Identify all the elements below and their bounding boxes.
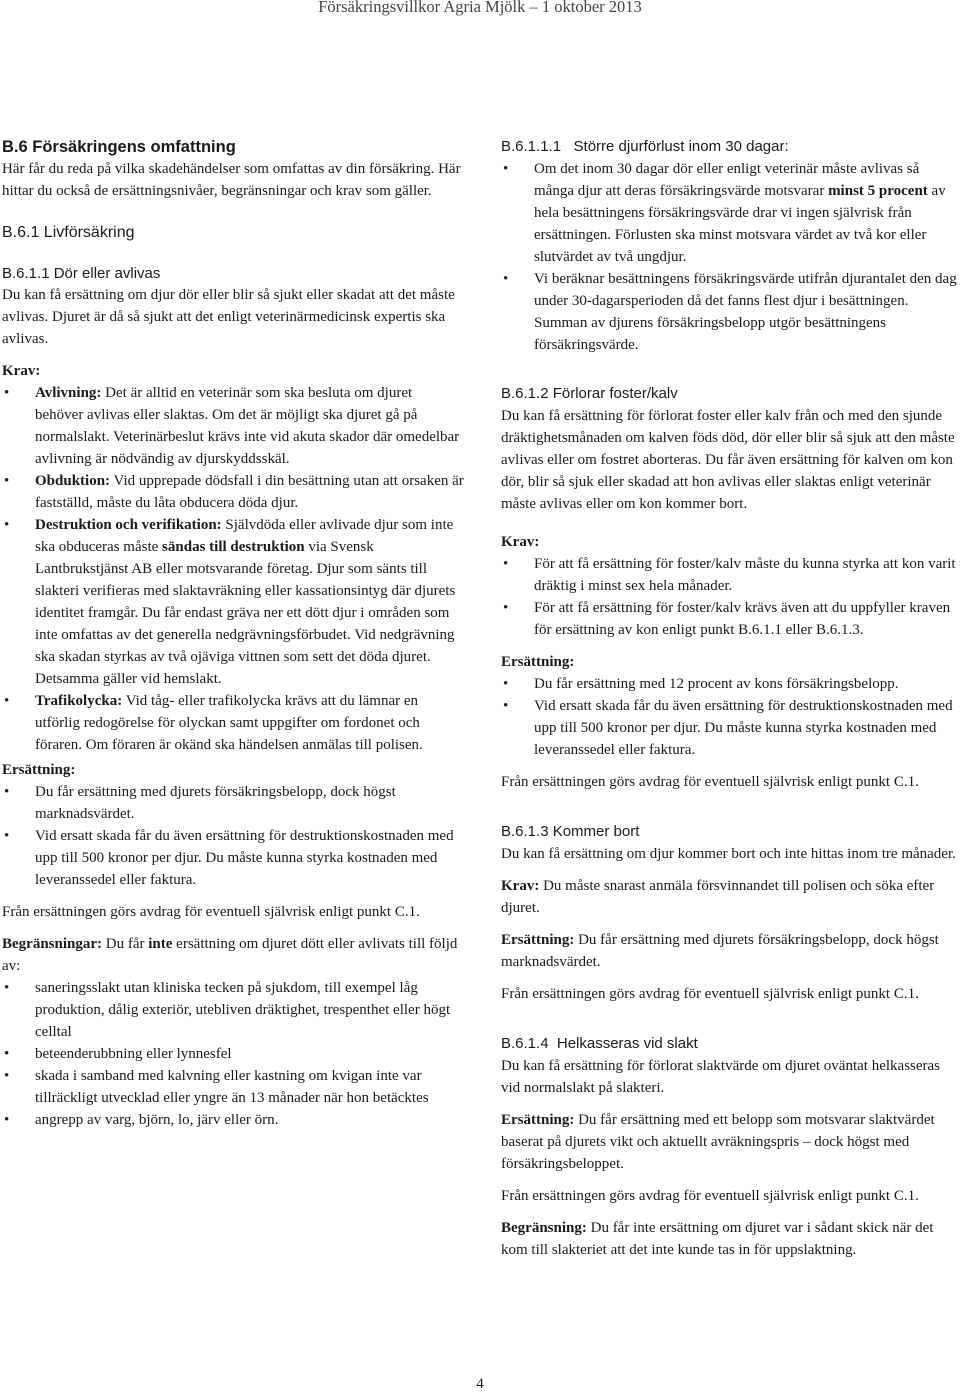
list-item: • Vid ersatt skada får du även ersättning för destruktionskostnaden med upp till 500 kronor per djur. Du måste kunna styrka kostnaden med leveranssedel eller faktura. <box>501 695 960 761</box>
s1-list <box>501 158 960 356</box>
list-item: • För att få ersättning för foster/kalv krävs även att du uppfyller kraven för ersättning av kon enligt punkt B.6.1.1 eller B.6.1.3. <box>501 597 960 641</box>
item-text: Du kan få ersättning om djur dör eller blir så sjukt eller skadat att det måste avlivas. Djuret är då så sjukt att det enligt veterinärmedicinsk expertis ska avlivas. <box>2 287 455 347</box>
s2-text: Du kan få ersättning för förlorat foster eller kalv från och med den sjunde dräktighetsmånaden om kalven föds död, dör eller blir så sjuk att den måste avlivas eller om fostret aborteras. Du får även ersättning för kalven om kon dör, blir så sjuk eller skadad att hon avlivas eller slaktas enligt veterinär måste avlivas eller om kon kommer bort. <box>501 408 955 512</box>
list-item: • Om det inom 30 dagar dör eller enligt veterinär måste avlivas så många djur att deras försäkringsvärde motsvarar minst 5 procent av hela besättningens försäkringsvärde drar vi ingen självrisk från ersättningen. Förlusten ska minst motsvara värdet av två kor eller slutvärdet av två ungdjur. <box>501 158 960 268</box>
subsection-title: B.6.1 Livförsäkring <box>2 224 135 241</box>
list-item: • saneringsslakt utan kliniska tecken på sjukdom, till exempel låg produktion, dålig exteriör, utebliven dräktighet, trespenthet eller högt celltal <box>2 977 464 1043</box>
right-column <box>501 136 960 1261</box>
section-title-b613: B.6.1.3 Kommer bort <box>501 823 640 840</box>
section-title-b612: B.6.1.2 Förlorar foster/kalv <box>501 385 678 402</box>
begransningar-text: Begränsningar: Du får inte ersättning om djuret dött eller avlivats till följd av: <box>2 936 458 974</box>
avdrag-text: Från ersättningen görs avdrag för eventuell självrisk enligt punkt C.1. <box>2 904 420 920</box>
section-title-b614: B.6.1.4 Helkasseras vid slakt <box>501 1035 698 1052</box>
left-column <box>2 136 464 1131</box>
s4-begransning: Begränsning: Du får inte ersättning om djuret var i sådant skick när det kom till slakteriet att det inte kunde tas in för uppslaktning. <box>501 1220 934 1258</box>
list-item: • För att få ersättning för foster/kalv måste du kunna styrka att kon varit dräktig i minst sex hela månader. <box>501 553 960 597</box>
s2-ersattning-list <box>501 673 960 761</box>
list-item: • Destruktion och verifikation: Självdöda eller avlivade djur som inte ska obduceras måste sändas till destruktion via Svensk Lantbrukstjänst AB eller motsvarande företag. Djur som sänts till slakteri verifieras med slaktavräkning eller kassationsintyg där djurets identitet framgår. Du får endast gräva ner ett dött djur i områden som inte omfattas av det generella nedgrävningsförbudet. Vid nedgrävning ska skadan styrkas av två ojäviga vittnen som sett det döda djuret. Detsamma gäller vid hemslakt. <box>2 514 464 690</box>
list-item: • Vi beräknar besättningens försäkringsvärde utifrån djurantalet den dag under 30-dagarsperioden då det fanns flest djur i besättningen. Summan av djurens försäkringsbelopp utgör besättningens försäkringsvärde. <box>501 268 960 356</box>
list-item: • Du får ersättning med 12 procent av kons försäkringsbelopp. <box>501 673 960 695</box>
section-title-b61111: B.6.1.1.1 Större djurförlust inom 30 dagar: <box>501 138 789 155</box>
krav-label: Krav: <box>2 363 41 379</box>
krav-list <box>2 382 464 756</box>
page-number: 4 <box>476 1376 484 1392</box>
list-item: • Vid ersatt skada får du även ersättning för destruktionskostnaden med upp till 500 kronor per djur. Du måste kunna styrka kostnaden med leveranssedel eller faktura. <box>2 825 464 891</box>
s3-text: Du kan få ersättning om djur kommer bort och inte hittas inom tre månader. <box>501 846 956 862</box>
s3-krav: Krav: Du måste snarast anmäla försvinnandet till polisen och söka efter djuret. <box>501 878 935 916</box>
page-header-bar <box>0 0 960 20</box>
begransningar-list <box>2 977 464 1131</box>
list-item: • Obduktion: Vid upprepade dödsfall i din besättning utan att orsaken är fastställd, måste du låta obducera döda djur. <box>2 470 464 514</box>
s2-avdrag: Från ersättningen görs avdrag för eventuell självrisk enligt punkt C.1. <box>501 774 919 790</box>
list-item: • Trafikolycka: Vid tåg- eller trafikolycka krävs att du lämnar en utförlig redogörelse för olyckan samt uppgifter om fordonet och föraren. Om föraren är okänd ska händelsen anmälas till polisen. <box>2 690 464 756</box>
ersattning-list <box>2 781 464 891</box>
list-item: • Avlivning: Det är alltid en veterinär som ska besluta om djuret behöver avlivas eller slaktas. Om det är möjligt ska djuret gå på normalslakt. Veterinärbeslut krävs inte vid akuta skador där omedelbar avlivning är nödvändig av djurskyddsskäl. <box>2 382 464 470</box>
list-item: • angrepp av varg, björn, lo, järv eller örn. <box>2 1109 464 1131</box>
s3-avdrag: Från ersättningen görs avdrag för eventuell självrisk enligt punkt C.1. <box>501 986 919 1002</box>
s4-avdrag: Från ersättningen görs avdrag för eventuell självrisk enligt punkt C.1. <box>501 1188 919 1204</box>
s4-text: Du kan få ersättning för förlorat slaktvärde om djuret oväntat helkasseras vid normalslakt på slakteri. <box>501 1058 941 1096</box>
s4-ersattning: Ersättning: Du får ersättning med ett belopp som motsvarar slaktvärdet baserat på djurets vikt och aktuellt avräkningspris – dock högst med försäkringsbeloppet. <box>501 1112 935 1172</box>
item-title: B.6.1.1 Dör eller avlivas <box>2 265 161 282</box>
list-item: • Du får ersättning med djurets försäkringsbelopp, dock högst marknadsvärdet. <box>2 781 464 825</box>
s3-ersattning: Ersättning: Du får ersättning med djurets försäkringsbelopp, dock högst marknadsvärdet. <box>501 932 939 970</box>
section-title: B.6 Försäkringens omfattning <box>2 138 236 156</box>
list-item: • beteenderubbning eller lynnesfel <box>2 1043 464 1065</box>
s2-krav-label: Krav: <box>501 534 540 550</box>
s2-krav-list <box>501 553 960 641</box>
list-item: • skada i samband med kalvning eller kastning om kvigan inte var tillräckligt utvecklad eller yngre än 13 månader när hon betäcktes <box>2 1065 464 1109</box>
s2-ersattning-label: Ersättning: <box>501 654 575 670</box>
ersattning-label: Ersättning: <box>2 762 76 778</box>
section-intro: Här får du reda på vilka skadehändelser som omfattas av din försäkring. Här hittar du också de ersättningsnivåer, begränsningar och krav som gäller. <box>2 161 461 199</box>
document-header: Försäkringsvillkor Agria Mjölk – 1 oktober 2013 <box>318 0 642 16</box>
